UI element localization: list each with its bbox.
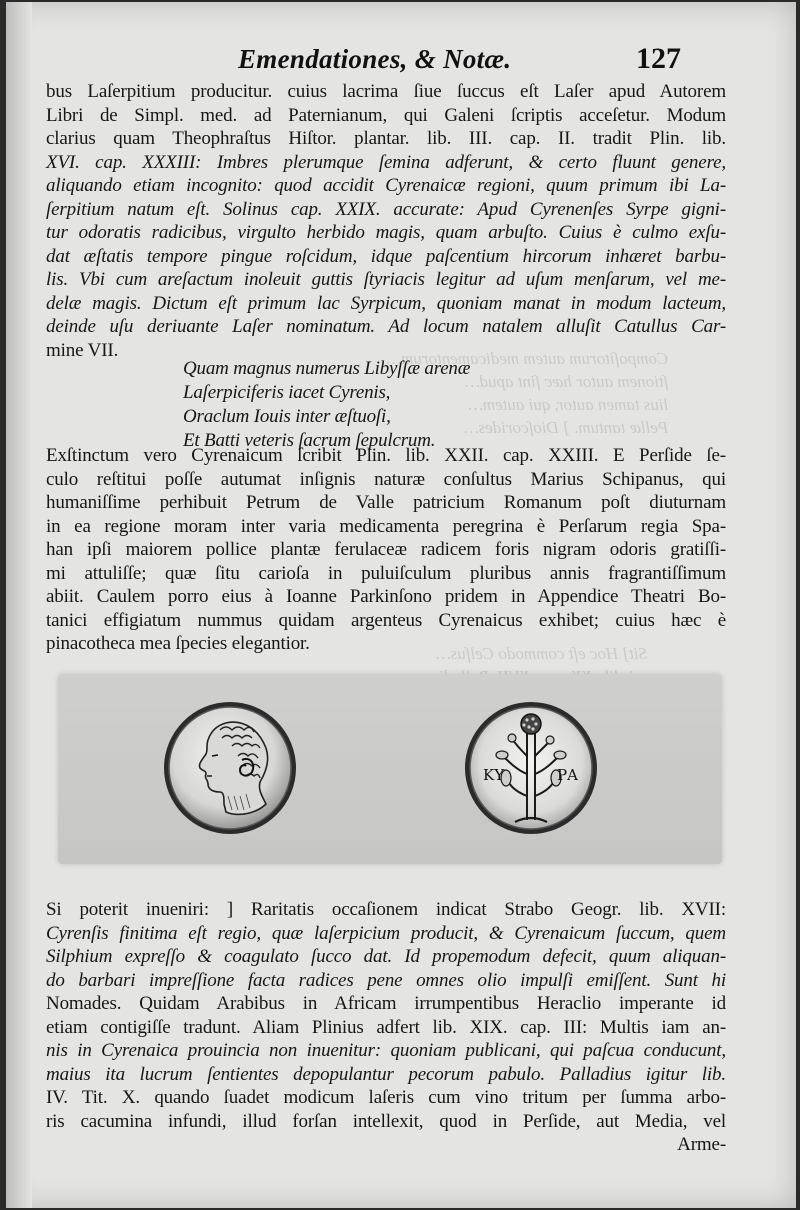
text-line: lis. Vbi cum areſactum inoleuit guttis ſtyriacis legitur ad uſum menſarum, vel me-: [46, 269, 726, 290]
text-line: deinde uſu deriuante Laſer nominatum. Ad locum natalem alluſit Catullus Car-: [46, 316, 726, 337]
text-line: IV. Tit. X. quando ſuadet modicum laſeris cum vino tritum per ſumma arbo-: [46, 1087, 726, 1108]
verse-line: Laſerpiciferis iacet Cyrenis,: [183, 382, 391, 403]
text-line: mine VII.: [46, 339, 119, 361]
text-line: nis in Cyrenaica prouincia non inuenitur: quoniam publicani, qui paſcua conducunt,: [46, 1040, 726, 1061]
text-line: culo reſtitui poſſe autumat inſignis naturæ conſultus Marius Schipanus, qui: [46, 468, 726, 490]
text-line: mi attuliſſe; quæ ſitu carioſa in puluiſculum pluribus annis fragrantiſſimum: [46, 562, 726, 584]
text-line: ris cacumina infundi, illud forſan intellexit, quod in Perſide, aut Media, vel: [46, 1110, 726, 1132]
text-line: maius ita lucrum ſentientes depopulantur pecorum pabulo. Palladius igitur lib.: [46, 1063, 726, 1085]
text-line: tanici effigiatum nummus quidam argenteus Cyrenaicus exhibet; cuius hæc è: [46, 609, 726, 631]
running-title: Emendationes, & Notæ.: [238, 44, 512, 74]
text-block-commentary-bottom: [46, 898, 726, 1157]
text-line: Exſtinctum vero Cyrenaicum ſcribit Plin. lib. XXII. cap. XXIII. E Perſide ſe-: [46, 445, 726, 466]
text-line: Silphium expreſſo & coagulato ſucco dat. Id propemodum defecit, quum aliquan-: [46, 946, 726, 967]
text-line: in ea regione moram inter varia medicamenta peregrina è Perſarum regia Spa-: [46, 515, 726, 537]
show-through-text: Compoſitorum autem medicamentorum… ſtionem autor hæc ſint apud… lius tamen autor, qui autem… Pellæ tantum. ] Dioſcorides…: [386, 349, 669, 437]
text-block-commentary-top: [46, 80, 726, 362]
text-line: clarius quam Theophraſtus Hiſtor. plantar. lib. III. cap. II. tradit Plin. lib.: [46, 128, 726, 149]
text-line: pinacotheca mea ſpecies elegantior.: [46, 633, 310, 654]
coin-legend-left: ΚΥ: [483, 766, 505, 784]
text-line: dat æſtatis tempore pingue roſcidum, idque paſcentium hircorum inhæret barbu-: [46, 245, 726, 267]
text-line: bus Laſerpitium producitur. cuius lacrima ſiue ſuccus eſt Laſer apud Autorem: [46, 81, 726, 102]
text-line: abiit. Caulem porro eius à Ioanne Parkinſono pridem in Appendice Theatri Bo-: [46, 586, 726, 607]
book-page: [6, 2, 796, 1208]
text-line: Nomades. Quidam Arabibus in Africam irrumpentibus Heraclio imperante id: [46, 993, 726, 1014]
catchword: Arme-: [677, 1134, 726, 1155]
text-line: XVI. cap. XXXIII: Imbres plerumque ſemina adferunt, & certo fluunt genere,: [46, 151, 726, 173]
text-line: Cyrenſis finitima eſt regio, quæ laſerpicium producit, & Cyrenaicum ſuccum, quem: [46, 922, 726, 944]
verse-line: Quam magnus numerus Libyſſæ arenæ: [183, 358, 471, 379]
text-line: do barbari impreſſione facta radices pene omnes olio impulſi emiſſent. Sunt hi: [46, 969, 726, 991]
page-number: 127: [636, 42, 681, 75]
text-line: han ipſi maiorem pollice plantæ ferulaceæ radicem foris nigram odoris gratiſſi-: [46, 539, 726, 560]
text-line: etiam contigiſſe tradunt. Aliam Plinius adfert lib. XIX. cap. III: Multis iam an-: [46, 1016, 726, 1038]
text-line: delæ magis. Dictum eſt primum lac Syrpicum, quoniam manat in modum lacteum,: [46, 292, 726, 314]
text-line: ſerpitium natum eſt. Solinus cap. XXIX. accurate: Apud Cyrenenſes Syrpe gigni-: [46, 198, 726, 220]
coin-obverse-head-image: [162, 700, 298, 836]
verse-quotation-catullus: [183, 357, 603, 453]
verse-line: Oraclum Iouis inter æſtuoſi,: [183, 406, 391, 427]
text-line: Si poterit inueniri: ] Raritatis occaſionem indicat Strabo Geogr. lib. XVII:: [46, 899, 726, 920]
show-through-text: Sit] Hoc eſt commodo Celſus…: [435, 644, 648, 663]
text-block-commentary-middle: [46, 444, 726, 656]
running-header: [6, 44, 796, 84]
coin-illustration-plate: [58, 674, 722, 864]
page-gutter-shadow: [6, 2, 32, 1208]
coin-legend-right: ΡΑ: [557, 766, 578, 784]
text-line: tur odoratis radicibus, virgulto herbido magis, quam arbuſto. Cuius è culmo exſu-: [46, 222, 726, 243]
text-line: aliquando etiam incognito: quod accidit Cyrenaicæ regioni, quum primum ibi La-: [46, 175, 726, 196]
text-line: Libri de Simpl. med. ad Paternianum, qui Galeni ſcriptis acceſetur. Modum: [46, 104, 726, 126]
coin-reverse-silphium-image: [463, 700, 599, 836]
text-line: humaniſſime perhibuit Petrum de Valle patricium Romanum poſt diuturnam: [46, 492, 726, 513]
verse-line: Et Batti veteris ſacrum ſepulcrum.: [183, 430, 436, 451]
